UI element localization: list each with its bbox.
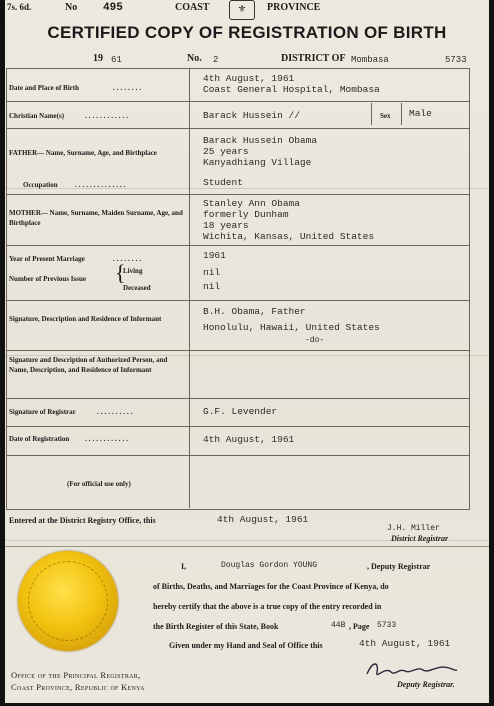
label-deceased: Deceased [123,284,151,292]
footer-location: Coast Province, Republic of Kenya [11,682,145,692]
birth-certificate: 7s. 6d. No 495 COAST ⚜ PROVINCE CERTIFIED COPY OF REGISTRATION OF BIRTH 19 61 No. 2 DISTRICT OF Mombasa 5733 Date and Place of Birth ........ 4th August, 1961 Coast General Hospital, Mombasa Christian Name(s) ............ Barack Hussein // Sex Male FATHER— Name, Surname, Age, and Birthplace Barack Hussein Obama 25 years Kanyadhiang Village Occupation .............. Student MOTHER— Name, Surname, Maiden Surname, Age, and Birthplace Stanley Ann Obama formerly Dunham 18 years Wichita, Kansas, United States Year of Present Marriage ........ 1961 Number of Previous Issue { Living Deceased nil nil Signature, Description and Residence of Informant B.H. Obama, Father Honolulu, Hawaii, United States -do- Signature and Description of Authorized Person, and Name, Description, and Residence of Informant Signature of Registrar .......... G.F. Levender Date of Registration ............ 4th August, 1961 (For official use only) Entered at the District Registry Office, this 4th August, 1961 J.H. Miller District Registrar I, Douglas Gordon YOUNG , Deputy Registrar of Births, Deaths, and Marriages for the Coast Province of Kenya, do hereby certify that the above is a true copy of the entry recorded in the Birth Register of this State, Book 44B , Page 5733 Given under my Hand and Seal of Office this 4th August, 1961 Deputy Registrar. Office of the Principal Registrar, Coast Province, Republic of Kenya [5,0,489,703]
cert-line-5: Given under my Hand and Seal of Office this [169,641,323,650]
form-fee: 7s. 6d. [7,2,32,12]
entered-date: 4th August, 1961 [217,514,309,525]
value-mother-name: Stanley Ann Obama [203,198,300,209]
cert-date: 4th August, 1961 [359,638,451,649]
label-year-of-marriage: Year of Present Marriage [9,255,85,263]
value-birth-date: 4th August, 1961 [203,73,295,84]
value-sex: Male [409,108,432,119]
district-registrar-name: J.H. Miller [387,524,440,533]
label-previous-issue: Number of Previous Issue [9,275,86,283]
year-suffix: 61 [111,55,122,65]
year-prefix: 19 [93,53,103,64]
entered-text: Entered at the District Registry Office, this [9,516,156,525]
value-father-age: 25 years [203,146,249,157]
cert-line-3: hereby certify that the above is a true copy of the entry recorded in [153,602,382,611]
value-living: nil [203,267,221,278]
entry-no: 2 [213,55,219,65]
header-province: PROVINCE [267,2,321,13]
footer-office: Office of the Principal Registrar, [11,670,141,680]
label-authorized-person: Signature and Description of Authorized Person, and Name, Description, and Residence of Informant [9,356,168,374]
label-living: Living [123,267,143,275]
serial-label: No [65,2,78,13]
value-mother-birthplace: Wichita, Kansas, United States [203,231,375,242]
label-christian-names: Christian Name(s) [9,112,65,120]
label-sex: Sex [380,112,391,120]
label-registrar-signature: Signature of Registrar [9,408,76,416]
value-year-of-marriage: 1961 [203,250,226,261]
value-informant: B.H. Obama, Father [203,306,306,317]
district-registrar-title: District Registrar [391,534,449,543]
label-occupation: Occupation [23,181,58,189]
value-registrar: G.F. Levender [203,406,278,417]
label-official-use: (For official use only) [67,480,131,488]
document-title: CERTIFIED COPY OF REGISTRATION OF BIRTH [47,23,447,42]
cert-deputy-suffix: , Deputy Registrar [367,562,431,571]
value-date-of-registration: 4th August, 1961 [203,434,295,445]
cert-i: I, [181,562,187,571]
entry-no-label: No. [187,53,202,64]
district-value: Mombasa [351,55,389,65]
label-date-place-of-birth: Date and Place of Birth [9,84,79,92]
cert-line-2: of Births, Deaths, and Marriages for the Coast Province of Kenya, do [153,582,389,591]
cert-page-label: , Page [349,622,370,631]
cert-book: 44B [331,621,346,630]
value-deceased: nil [203,281,221,292]
district-label: DISTRICT OF [281,53,346,64]
deputy-registrar-title: Deputy Registrar. [397,680,455,689]
label-informant: Signature, Description and Residence of Informant [9,315,162,323]
cert-line-4: the Birth Register of this State, Book [153,622,279,631]
value-ditto: -do- [305,336,325,345]
serial-number: 495 [103,2,123,14]
value-father-name: Barack Hussein Obama [203,135,318,146]
official-seal-icon [18,551,118,651]
value-birth-place: Coast General Hospital, Mombasa [203,84,380,95]
value-occupation: Student [203,177,243,188]
value-father-birthplace: Kanyadhiang Village [203,157,312,168]
deputy-registrar-name: Douglas Gordon YOUNG [221,561,318,570]
label-date-of-registration: Date of Registration [9,435,70,443]
registration-number: 5733 [445,55,467,65]
value-mother-age: 18 years [203,220,249,231]
label-mother: MOTHER— Name, Surname, Maiden Surname, Age, and Birthplace [9,209,183,227]
deputy-registrar-signature-icon [363,658,459,682]
value-informant-residence: Honolulu, Hawaii, United States [203,322,380,333]
value-christian-names: Barack Hussein // [203,110,300,121]
coat-of-arms-icon: ⚜ [229,0,255,20]
value-mother-maiden: formerly Dunham [203,209,289,220]
header-coast: COAST [175,2,210,13]
cert-page: 5733 [377,621,397,630]
label-father: FATHER— Name, Surname, Age, and Birthplace [9,149,157,157]
